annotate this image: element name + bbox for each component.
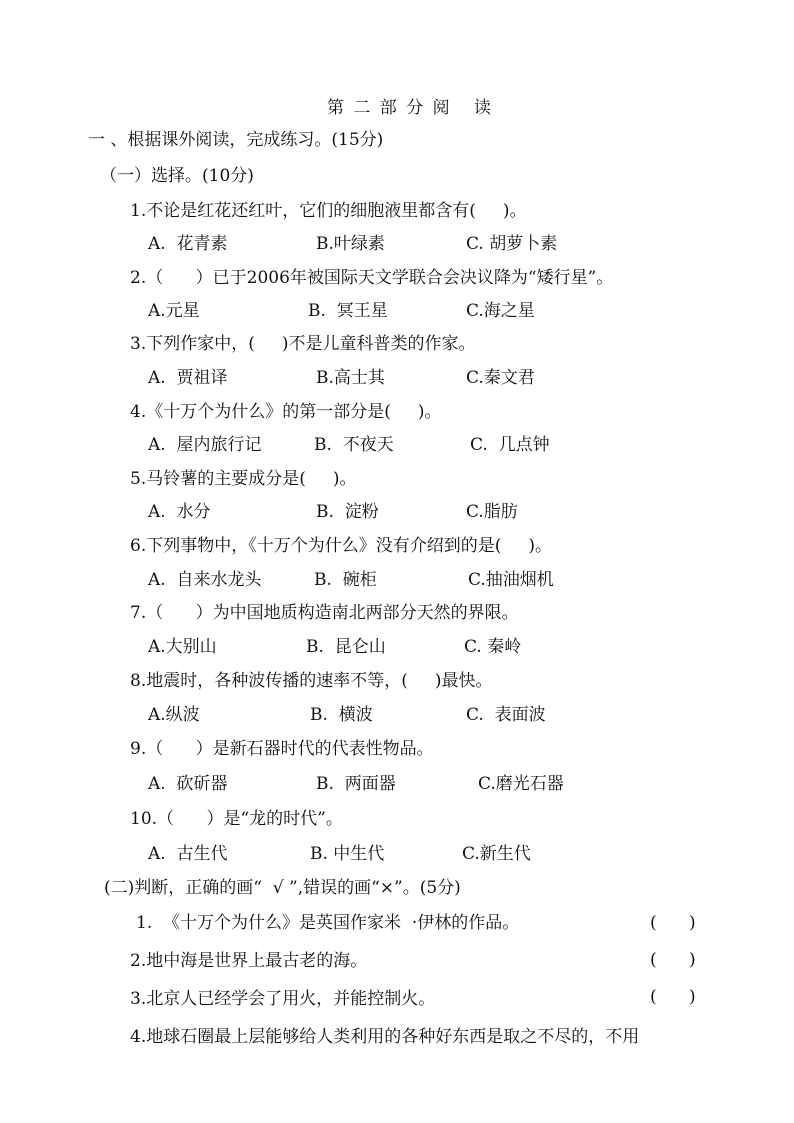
- option-b: B. 淀粉: [316, 502, 379, 522]
- judgment-item: 2.地中海是世界上最古老的海。: [130, 951, 368, 971]
- question-stem: 6.下列事物中，《十万个为什么》没有介绍到的是( )。: [130, 536, 553, 556]
- section-heading-judgment: (二)判断，正确的画“ √ ”,错误的画“×”。(5分): [104, 878, 461, 898]
- option-c: C.磨光石器: [478, 774, 564, 794]
- option-c: C. 胡萝卜素: [466, 234, 558, 254]
- question-stem: 7.（ ）为中国地质构造南北两部分天然的界限。: [130, 603, 519, 623]
- option-b: B. 中生代: [310, 844, 385, 864]
- option-c: C. 秦岭: [464, 637, 522, 657]
- judgment-item: 3.北京人已经学会了用火，并能控制火。: [130, 989, 436, 1009]
- option-b: B. 不夜天: [314, 435, 394, 455]
- judgment-item: 1. 《十万个为什么》是英国作家米 ·伊林的作品。: [136, 913, 520, 933]
- option-b: B. 两面器: [316, 774, 396, 794]
- question-stem: 3.下列作家中，( )不是儿童科普类的作家。: [130, 334, 476, 354]
- option-a: A.大别山: [148, 637, 217, 657]
- option-a: A.纵波: [148, 705, 200, 725]
- question-stem: 2.（ ）已于2006年被国际天文学联合会决议降为“矮行星”。: [130, 268, 614, 288]
- option-b: B. 碗柜: [314, 570, 377, 590]
- option-c: C. 表面波: [466, 705, 546, 725]
- option-a: A. 贾祖译: [148, 368, 228, 388]
- section-heading-choice: （一）选择。(10分): [100, 166, 254, 186]
- answer-blank[interactable]: ( ): [650, 913, 696, 933]
- question-stem: 9.（ ）是新石器时代的代表性物品。: [130, 739, 434, 759]
- page-title: 第 二 部 分 阅 读: [327, 98, 493, 118]
- option-c: C.秦文君: [466, 368, 535, 388]
- option-c: C.脂肪: [466, 502, 518, 522]
- option-a: A. 古生代: [148, 844, 228, 864]
- option-c: C.新生代: [462, 844, 531, 864]
- option-b: B.叶绿素: [316, 234, 385, 254]
- answer-blank[interactable]: ( ): [650, 950, 696, 970]
- question-stem: 4.《十万个为什么》的第一部分是( )。: [130, 402, 442, 422]
- question-stem: 10.（ ）是“龙的时代”。: [130, 809, 343, 829]
- judgment-item: 4.地球石圈最上层能够给人类利用的各种好东西是取之不尽的，不用: [130, 1027, 640, 1047]
- question-stem: 5.马铃薯的主要成分是( )。: [130, 469, 357, 489]
- option-a: A. 砍斫器: [148, 774, 228, 794]
- question-stem: 1.不论是红花还红叶，它们的细胞液里都含有( )。: [130, 201, 527, 221]
- option-a: A. 自来水龙头: [148, 570, 262, 590]
- option-b: B. 冥王星: [308, 301, 388, 321]
- option-a: A. 水分: [148, 502, 211, 522]
- answer-blank[interactable]: ( ): [650, 987, 696, 1007]
- option-a: A.元星: [148, 301, 200, 321]
- option-b: B. 昆仑山: [306, 637, 386, 657]
- option-b: B.高士其: [316, 368, 385, 388]
- part-heading: 一 、根据课外阅读，完成练习。(15分): [88, 130, 384, 150]
- option-c: C.海之星: [466, 301, 535, 321]
- option-b: B. 横波: [310, 705, 373, 725]
- option-a: A. 屋内旅行记: [148, 435, 262, 455]
- option-c: C.抽油烟机: [468, 570, 554, 590]
- option-a: A. 花青素: [148, 234, 228, 254]
- option-c: C. 几点钟: [470, 435, 550, 455]
- question-stem: 8.地震时，各种波传播的速率不等，( )最快。: [130, 671, 493, 691]
